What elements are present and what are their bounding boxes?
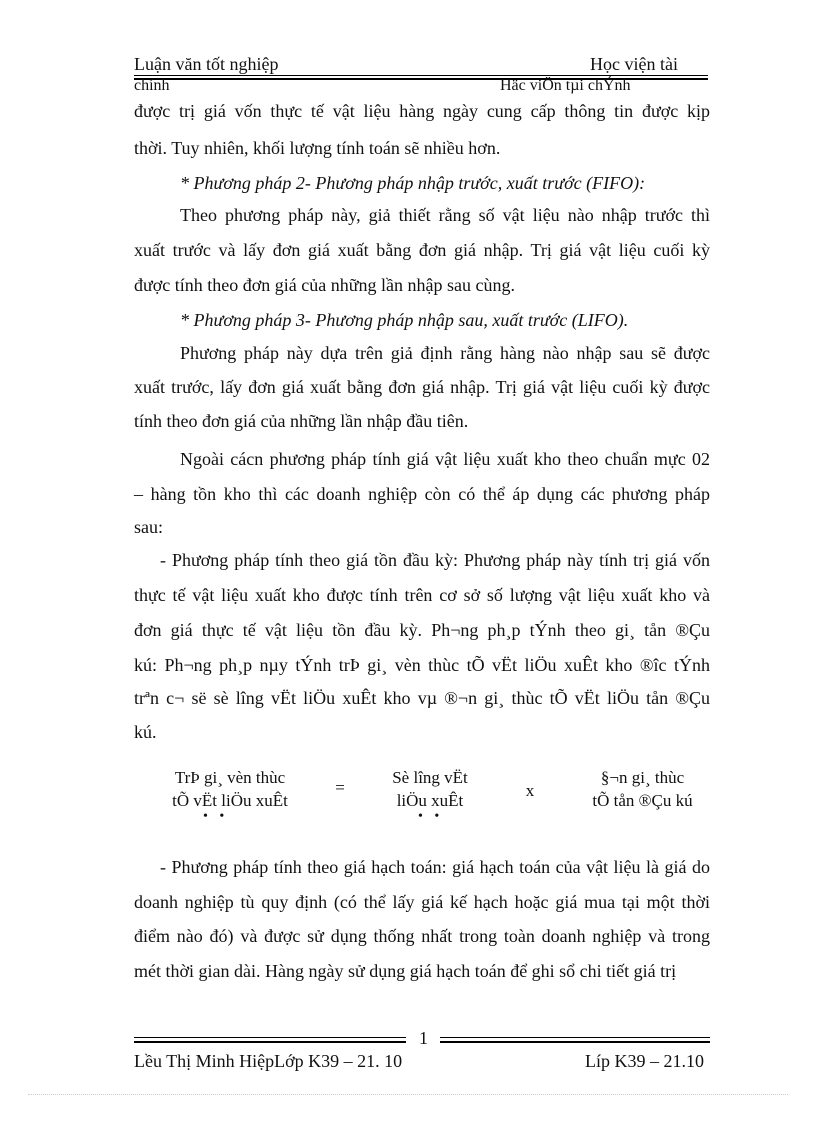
paragraph-line: xuất trước, lấy đơn giá xuất bằng đơn giá nhập. Trị giá vật liệu cuối kỳ được: [134, 377, 710, 397]
paragraph-line: đơn giá thực tế vật liệu tồn đầu kỳ. Ph¬ng ph¸p tÝnh theo gi¸ tån ®Çu: [134, 620, 710, 640]
footer-rule: [440, 1037, 710, 1038]
formula-text: TrÞ gi¸ vèn thùc: [174, 768, 286, 787]
formula-text: tÕ tån ®Çu kú: [592, 791, 693, 810]
formula-text: tÕ vËt liÖu xuÊt: [172, 791, 288, 810]
paragraph-line: kú: Ph¬ng ph¸p nµy tÝnh trÞ gi¸ vèn thùc tÕ vËt liÖu xuÊt kho ®îc tÝnh: [134, 655, 710, 675]
paragraph-line: sau:: [134, 517, 163, 537]
paragraph-line: Phương pháp này dựa trên giả định rằng hàng nào nhập sau sẽ được: [180, 343, 710, 363]
paragraph-line: được trị giá vốn thực tế vật liệu hàng ngày cung cấp thông tin được kịp: [134, 101, 710, 121]
paragraph-line: được tính theo đơn giá của những lần nhập sau cùng.: [134, 275, 515, 295]
header-subtitle-right: Häc viÖn tµi chÝnh: [500, 77, 631, 94]
footer-author: Lều Thị Minh HiệpLớp K39 – 21. 10: [134, 1051, 403, 1071]
paragraph-line: thời. Tuy nhiên, khối lượng tính toán sẽ nhiều hơn.: [134, 138, 501, 158]
formula-dots: • •: [418, 809, 444, 824]
paragraph-line: - Phương pháp tính theo giá tồn đầu kỳ: Phương pháp này tính trị giá vốn: [160, 550, 710, 570]
paragraph-line: trªn c¬ së sè lîng vËt liÖu xuÊt kho vµ ®¬n gi¸ thùc tÕ vËt liÖu tån ®Çu: [134, 688, 710, 708]
page-number: 1: [419, 1028, 428, 1048]
paragraph-line: kú.: [134, 722, 157, 742]
footer-rule-thick: [134, 1041, 406, 1043]
formula-dots: • •: [203, 809, 229, 824]
paragraph-line: Ngoài cácn phương pháp tính giá vật liệu xuất kho theo chuẩn mực 02: [180, 449, 710, 469]
formula-text: §¬n gi¸ thùc: [600, 768, 685, 787]
formula-equals: =: [335, 778, 345, 797]
paragraph-line: doanh nghiệp tù quy định (có thể lấy giá kế hạch hoặc giá mua tại một thời: [134, 892, 710, 912]
header-rule: [134, 75, 708, 76]
formula-term-price: [570, 766, 715, 812]
paragraph-line: - Phương pháp tính theo giá hạch toán: giá hạch toán của vật liệu là giá do: [160, 857, 710, 877]
formula-term-quantity: [360, 766, 500, 812]
header-title-right: Học viện tài: [590, 54, 678, 74]
formula-text: Sè lîng vËt: [392, 768, 468, 787]
paragraph-line: tính theo đơn giá của những lần nhập đầu tiên.: [134, 411, 469, 431]
page-edge-divider: [28, 1094, 788, 1095]
footer-rule-thick: [440, 1041, 710, 1043]
paragraph-line: – hàng tồn kho thì các doanh nghiệp còn có thể áp dụng các phương pháp: [134, 484, 710, 504]
header-subtitle-left: chính: [134, 77, 170, 94]
paragraph-line: xuất trước và lấy đơn giá xuất bằng đơn giá nhập. Trị giá vật liệu cuối kỳ: [134, 240, 710, 260]
section-heading: * Phương pháp 3- Phương pháp nhập sau, xuất trước (LIFO).: [180, 310, 629, 330]
paragraph-line: điểm nào đó) và được sử dụng thống nhất trong toàn doanh nghiệp và trong: [134, 926, 710, 946]
footer-class: Líp K39 – 21.10: [585, 1051, 704, 1071]
header-title-left: Luận văn tốt nghiệp: [134, 54, 279, 74]
paragraph-line: mét thời gian dài. Hàng ngày sử dụng giá hạch toán để ghi sổ chi tiết giá trị: [134, 961, 677, 981]
paragraph-line: Theo phương pháp này, giả thiết rằng số vật liệu nào nhập trước thì: [180, 205, 710, 225]
footer-rule: [134, 1037, 406, 1038]
formula-times: x: [525, 781, 535, 800]
paragraph-line: thực tế vật liệu xuất kho được tính trên cơ sở số lượng vật liệu xuất kho và: [134, 585, 710, 605]
formula-text: liÖu xuÊt: [396, 791, 464, 810]
section-heading: * Phương pháp 2- Phương pháp nhập trước, xuất trước (FIFO):: [180, 173, 646, 193]
formula-term-cost: [150, 766, 310, 812]
